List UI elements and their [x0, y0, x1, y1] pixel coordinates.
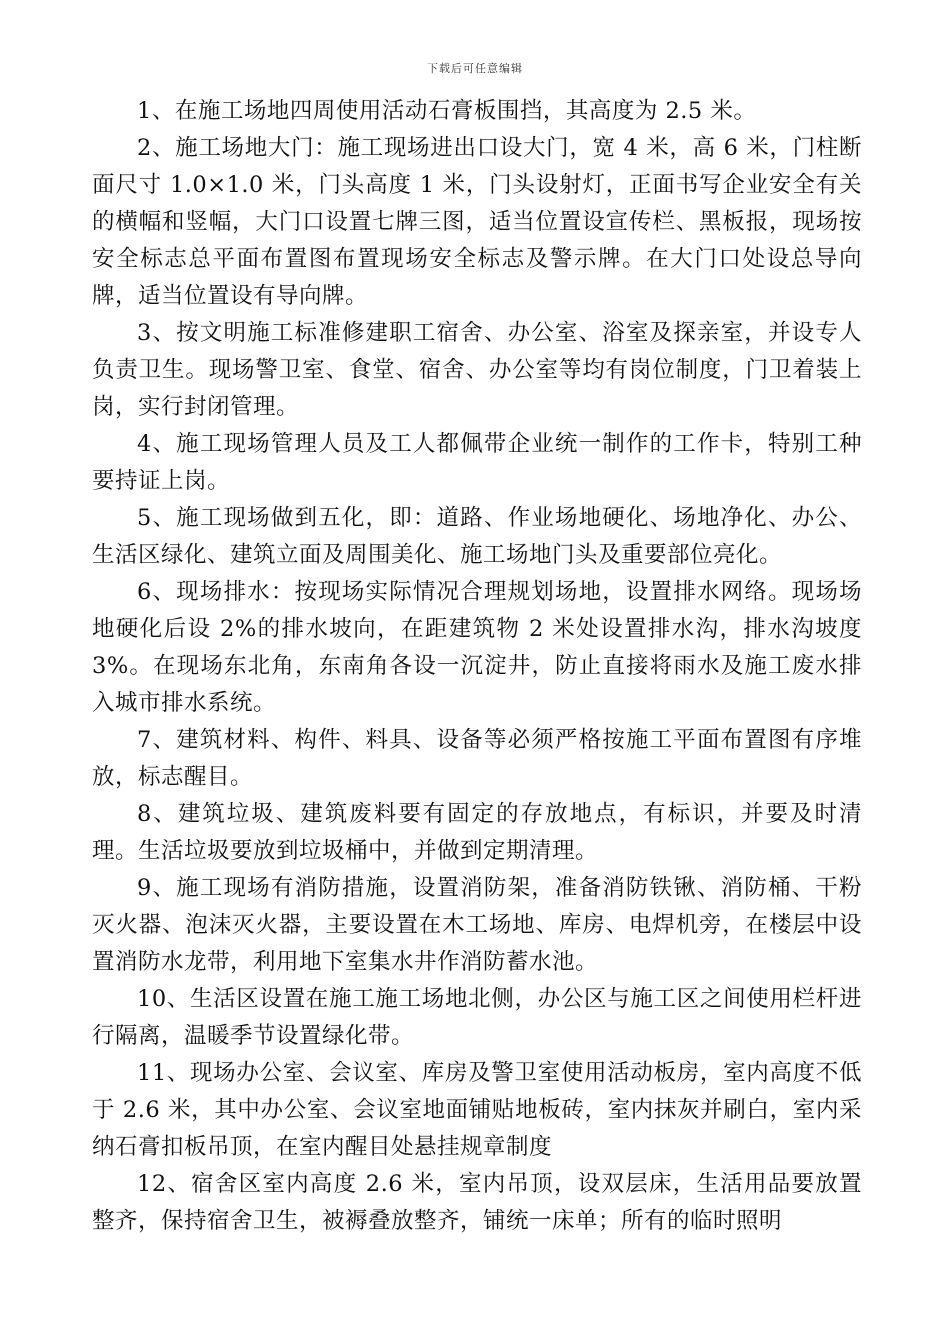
paragraph-9: 9、施工现场有消防措施，设置消防架，准备消防铁锹、消防桶、干粉灭火器、泡沫灭火器，主要设置在木工场地、库房、电焊机旁，在楼层中设置消防水龙带，利用地下室集水井作消防蓄水池。 — [92, 875, 862, 975]
paragraph-7: 7、建筑材料、构件、料具、设备等必须严格按施工平面布置图有序堆放，标志醒目。 — [92, 727, 862, 790]
paragraph-8: 8、建筑垃圾、建筑废料要有固定的存放地点，有标识，并要及时清理。生活垃圾要放到垃圾桶中，并做到定期清理。 — [92, 801, 862, 864]
paragraph-10: 10、生活区设置在施工施工场地北侧，办公区与施工区之间使用栏杆进行隔离，温暖季节设置绿化带。 — [92, 986, 862, 1049]
paragraph-2: 2、施工场地大门：施工现场进出口设大门，宽 4 米，高 6 米，门柱断面尺寸 1.0×1.0 米，门头高度 1 米，门头设射灯，正面书写企业安全有关的横幅和竖幅，大门口设置七牌三图，适当位置设宣传栏、黑板报，现场按安全标志总平面布置图布置现场安全标志及警示牌。在大门口处设总导向牌，适当位置设有导向牌。 — [92, 135, 862, 309]
paragraph-11: 11、现场办公室、会议室、库房及警卫室使用活动板房，室内高度不低于 2.6 米，其中办公室、会议室地面铺贴地板砖，室内抹灰并刷白，室内采纳石膏扣板吊顶，在室内醒目处悬挂规章制度 — [92, 1060, 862, 1160]
paragraph-4: 4、施工现场管理人员及工人都佩带企业统一制作的工作卡，特别工种要持证上岗。 — [92, 431, 862, 494]
paragraph-12: 12、宿舍区室内高度 2.6 米，室内吊顶，设双层床，生活用品要放置整齐，保持宿舍卫生，被褥叠放整齐，铺统一床单；所有的临时照明 — [92, 1171, 862, 1234]
paragraph-1: 1、在施工场地四周使用活动石膏板围挡，其高度为 2.5 米。 — [137, 98, 757, 124]
paragraph-3: 3、按文明施工标准修建职工宿舍、办公室、浴室及探亲室，并设专人负责卫生。现场警卫室、食堂、宿舍、办公室等均有岗位制度，门卫着装上岗，实行封闭管理。 — [92, 320, 862, 420]
paragraph-6: 6、现场排水：按现场实际情况合理规划场地，设置排水网络。现场场地硬化后设 2%的排水坡向，在距建筑物 2 米处设置排水沟，排水沟坡度 3%。在现场东北角，东南角各设一沉淀井，防止直接将雨水及施工废水排入城市排水系统。 — [92, 579, 862, 716]
header-note: 下载后可任意编辑 — [427, 62, 523, 75]
paragraph-5: 5、施工现场做到五化，即：道路、作业场地硬化、场地净化、办公、生活区绿化、建筑立面及周围美化、施工场地门头及重要部位亮化。 — [92, 505, 862, 568]
document-body — [92, 93, 862, 1240]
